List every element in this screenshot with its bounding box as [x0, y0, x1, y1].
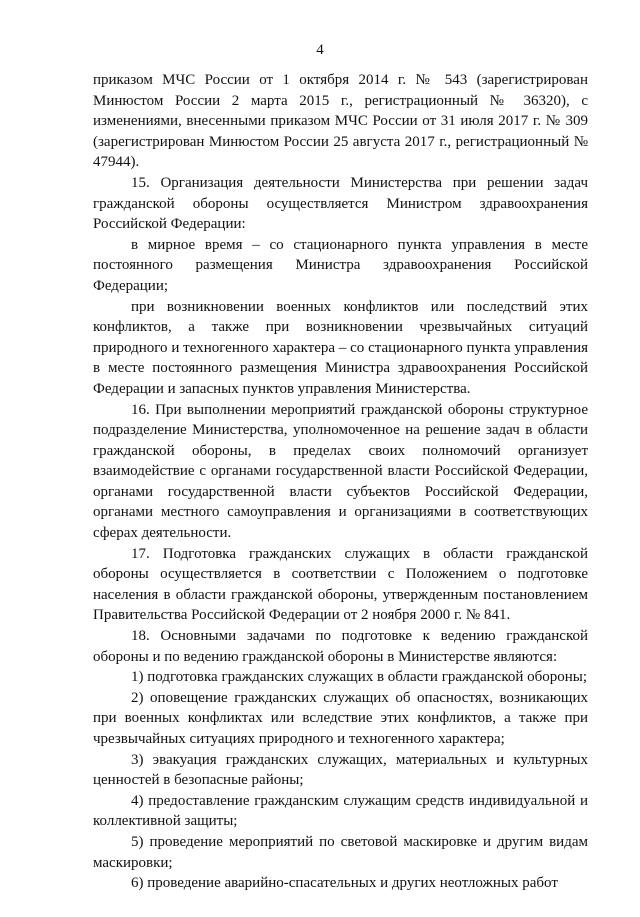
paragraph-15: 15. Организация деятельности Министерства при решении задач гражданской обороны осуществляется Министром здравоохранения Российской Федерации: [93, 174, 588, 233]
paragraph-17: 17. Подготовка гражданских служащих в области гражданской обороны осуществляется в соответствии с Положением о подготовке населения в области гражданской обороны, утвержденным постановлением Правительства Российской Федерации от 2 ноября 2000 г. № 841. [93, 545, 588, 624]
list-item-5: 5) проведение мероприятий по световой маскировке и другим видам маскировки; [93, 833, 588, 871]
paragraph-15-conflict: при возникновении военных конфликтов или последствий этих конфликтов, а также при возникновении чрезвычайных ситуаций природного и техногенного характера – со стационарного пункта управления в месте постоянного размещения Министра здравоохранения Российской Федерации и запасных пунктов управления Министерства. [93, 298, 588, 397]
paragraph-continuation: приказом МЧС России от 1 октября 2014 г. № 543 (зарегистрирован Минюстом России 2 марта 2015 г., регистрационный № 36320), с изменениями, внесенными приказом МЧС России от 31 июля 2017 г. № 309 (зарегистрирован Минюстом России 25 августа 2017 г., регистрационный № 47944). [93, 72, 588, 171]
page-number: 4 [316, 42, 324, 58]
list-item-3: 3) эвакуация гражданских служащих, материальных и культурных ценностей в безопасные районы; [93, 751, 588, 789]
paragraph-15-peacetime: в мирное время – со стационарного пункта управления в месте постоянного размещения Министра здравоохранения Российской Федерации; [93, 236, 588, 294]
list-item-1: 1) подготовка гражданских служащих в области гражданской обороны; [131, 669, 588, 686]
list-item-2: 2) оповещение гражданских служащих об опасностях, возникающих при военных конфликтах или вследствие этих конфликтов, а также при чрезвычайных ситуациях природного и техногенного характера; [93, 689, 588, 747]
document-body [93, 70, 588, 894]
list-item-4: 4) предоставление гражданским служащим средств индивидуальной и коллективной защиты; [93, 792, 588, 830]
paragraph-16: 16. При выполнении мероприятий гражданской обороны структурное подразделение Министерства, уполномоченное на решение задач в области гражданской обороны, в пределах своих полномочий организует взаимодействие с органами государственной власти Российской Федерации, органами государственной власти субъектов Российской Федерации, органами местного самоуправления и организациями в соответствующих сферах деятельности. [93, 401, 588, 542]
paragraph-18: 18. Основными задачами по подготовке к ведению гражданской обороны и по ведению гражданской обороны в Министерстве являются: [93, 628, 588, 665]
list-item-6: 6) проведение аварийно-спасательных и других неотложных работ [131, 875, 558, 892]
